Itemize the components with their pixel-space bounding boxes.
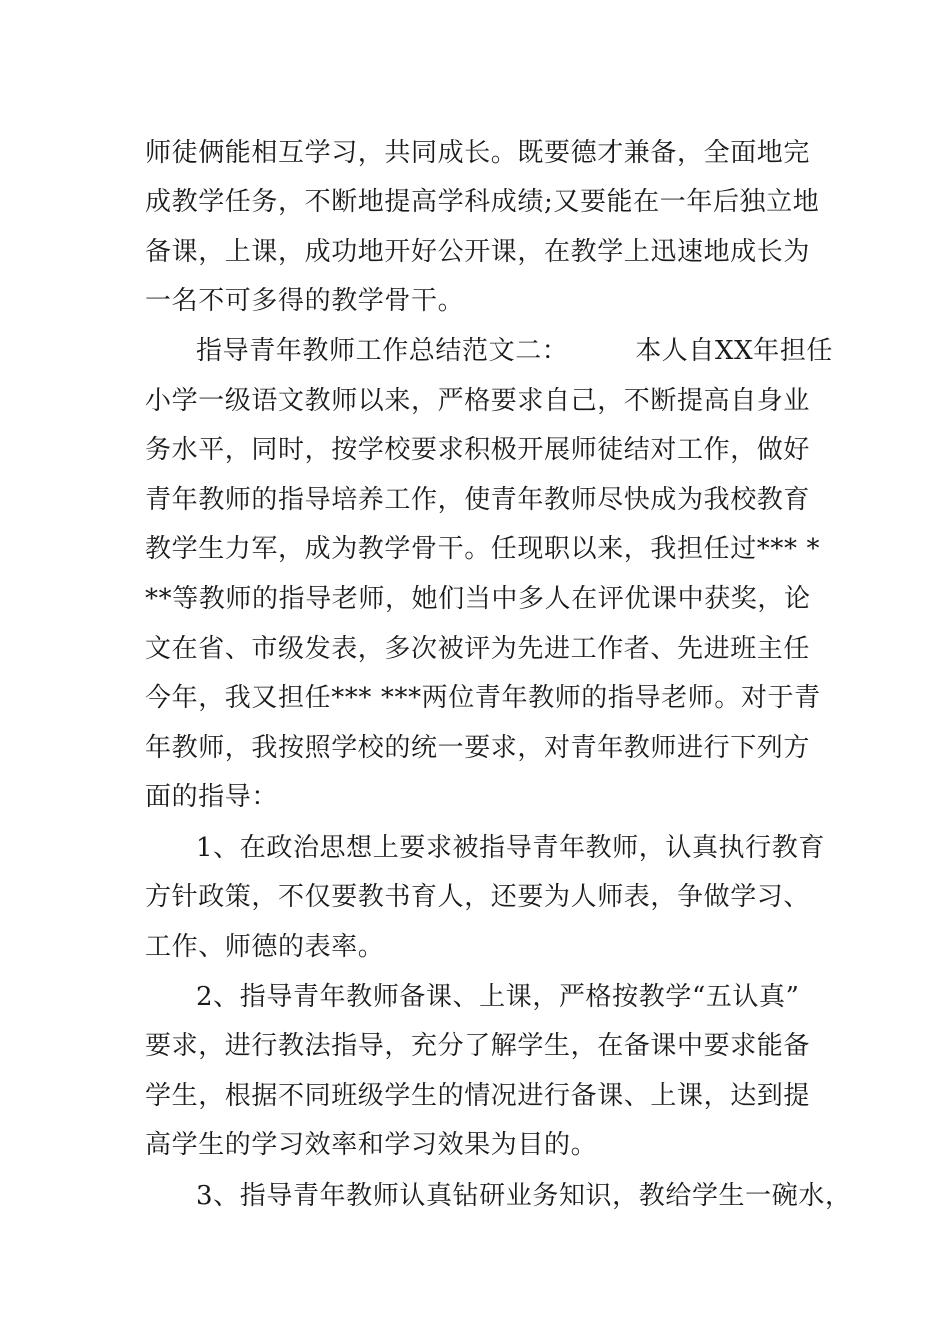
text-line: 文在省、市级发表，多次被评为先进工作者、先进班主任	[145, 634, 811, 664]
text-line: 一名不可多得的教学骨干。	[145, 286, 465, 316]
text-line: 方针政策，不仅要教书育人，还要为人师表，争做学习、	[145, 882, 811, 912]
text-line: 务水平，同时，按学校要求积极开展师徒结对工作，做好	[145, 435, 811, 465]
text-line: 成教学任务，不断地提高学科成绩;又要能在一年后独立地	[145, 187, 820, 217]
text-line: 学生，根据不同班级学生的情况进行备课、上课，达到提	[145, 1081, 811, 1111]
text-line: 教学生力军，成为教学骨干。任现职以来，我担任过*** *	[145, 534, 821, 564]
text-line: 青年教师的指导培养工作，使青年教师尽快成为我校教育	[145, 485, 811, 515]
text-line: 年教师，我按照学校的统一要求，对青年教师进行下列方	[145, 733, 811, 763]
text-line: **等教师的指导老师，她们当中多人在评优课中获奖，论	[145, 584, 811, 614]
text-line: 指导青年教师工作总结范文二： 本人自XX年担任	[196, 336, 834, 366]
text-line: 3、指导青年教师认真钻研业务知识，教给学生一碗水，	[196, 1181, 852, 1211]
text-line: 要求，进行教法指导，充分了解学生，在备课中要求能备	[145, 1031, 811, 1061]
text-line: 备课，上课，成功地开好公开课，在教学上迅速地成长为	[145, 237, 811, 267]
text-line: 师徒俩能相互学习，共同成长。既要德才兼备，全面地完	[145, 138, 811, 168]
text-line: 面的指导：	[145, 782, 279, 812]
text-line: 高学生的学习效率和学习效果为目的。	[145, 1130, 598, 1160]
text-line: 2、指导青年教师备课、上课，严格按教学“五认真”	[196, 982, 800, 1012]
text-line: 小学一级语文教师以来，严格要求自己，不断提高自身业	[145, 386, 811, 416]
text-line: 今年，我又担任*** ***两位青年教师的指导老师。对于青	[145, 683, 821, 713]
text-line: 工作、师德的表率。	[145, 932, 385, 962]
text-line: 1、在政治思想上要求被指导青年教师，认真执行教育	[196, 833, 825, 863]
